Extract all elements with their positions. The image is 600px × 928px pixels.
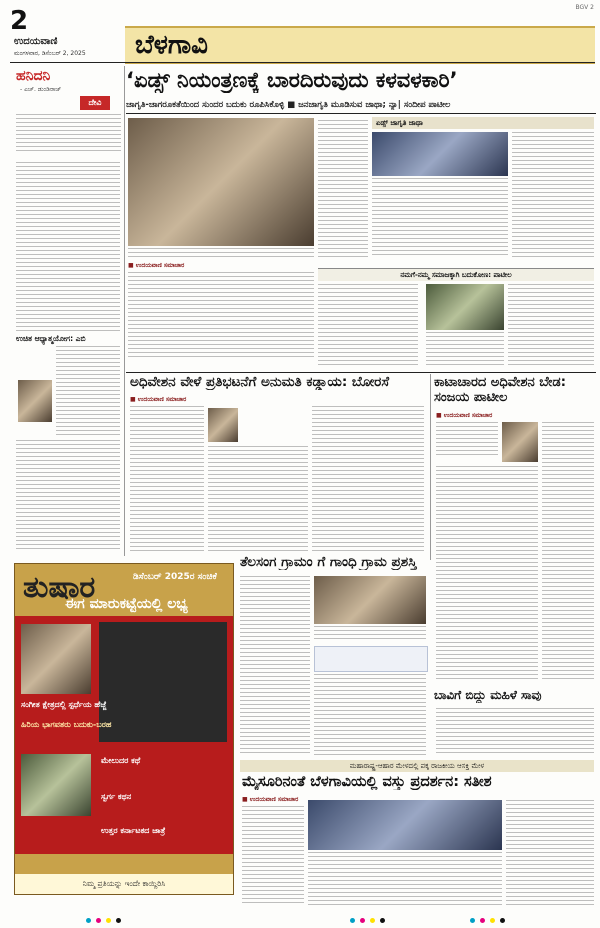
tushara-ad[interactable] xyxy=(14,563,234,895)
second-byline: ■ ಉದಯವಾಣಿ ಸಮಾಚಾರ xyxy=(130,396,187,403)
mid-strip-text xyxy=(318,284,418,366)
politician-photo xyxy=(502,422,538,462)
bottom-kicker: ಮಹಾರಾಷ್ಟ್ರ-ಆಹಾರ ಮೇಳದಲ್ಲಿ ಪಕ್ಕ ರಾಜಕೀಯ ಆಸಕ್ತಿ ಮೇಳ xyxy=(240,760,594,772)
bottom-headline: ಮೈಸೂರಿನಂತೆ ಬೆಳಗಾವಿಯಲ್ಲಿ ವಸ್ತು ಪ್ರದರ್ಶನ: ಸತೀಶ xyxy=(242,774,492,790)
bottom-text-2 xyxy=(308,852,502,906)
lead-photo xyxy=(128,118,314,246)
second-text-3 xyxy=(312,406,424,552)
ad-cover-panel xyxy=(15,616,233,854)
ad-footer: ನಿಮ್ಮ ಪ್ರತಿಯನ್ನು ಇಂದೇ ಕಾಯ್ದಿರಿಸಿ xyxy=(15,874,233,894)
ad-photo-2 xyxy=(21,754,91,816)
right-text-1 xyxy=(436,422,498,456)
mid-strip-text-3 xyxy=(508,284,594,366)
registration-marks-right xyxy=(470,918,530,924)
ad-item-1: ಸಂಗೀತ ಕ್ಷೇತ್ರದಲ್ಲಿ ಸ್ಪರ್ಧೆಯ ಹೆಜ್ಜೆ xyxy=(21,700,107,709)
column-author: - ಎಚ್. ಡುಂಡಿರಾಜ್ xyxy=(20,86,62,93)
ad-availability: ಈಗ ಮಾರುಕಟ್ಟೆಯಲ್ಲಿ ಲಭ್ಯ xyxy=(65,596,188,612)
ad-magazine-cover xyxy=(99,622,227,742)
mid-column-text xyxy=(318,120,368,260)
right-col-divider xyxy=(430,374,431,560)
ad-month: ಡಿಸೆಂಬರ್ 2025ರ ಸಂಚಿಕೆ xyxy=(133,572,217,582)
city-masthead xyxy=(125,26,595,64)
column-badge: ದೇವಿ xyxy=(80,96,110,110)
lead-rule xyxy=(126,113,596,114)
ad-item-5: ಉತ್ತರ ಕರ್ನಾಟಕದ ಜಾತ್ರೆ xyxy=(101,826,166,835)
brand-name: ಉದಯವಾಣಿ xyxy=(14,36,58,47)
right-box-photo xyxy=(372,132,508,176)
right-box-title: ಏಡ್ಸ್ ಜಾಗೃತಿ ಜಾಥಾ xyxy=(372,117,594,129)
well-text xyxy=(436,708,594,754)
gandhi-photo xyxy=(314,576,426,624)
right-box-text-2 xyxy=(512,132,594,260)
lead-photo-caption xyxy=(128,248,314,258)
column-body-text-3 xyxy=(16,440,120,552)
lead-byline: ■ ಉದಯವಾಣಿ ಸಮಾಚಾರ xyxy=(128,262,185,269)
gandhi-headline: ತೆಲಸಂಗ ಗ್ರಾಮಂ ಗೆ ಗಾಂಧಿ ಗ್ರಾಮ ಪ್ರಶಸ್ತಿ xyxy=(240,554,417,570)
column-divider xyxy=(124,66,125,556)
second-text-2 xyxy=(208,446,308,552)
well-headline: ಬಾವಿಗೆ ಬಿದ್ದು ಮಹಿಳೆ ಸಾವು xyxy=(434,688,542,702)
page-code: BGV 2 xyxy=(575,4,594,11)
ad-logo: ತುಷಾರ xyxy=(23,570,96,605)
ad-item-3: ಮೇಲುದರ ಕಥೆ xyxy=(101,756,141,765)
second-band-rule xyxy=(126,372,596,373)
header-rule xyxy=(10,62,595,63)
right-text-2 xyxy=(542,422,594,682)
gandhi-text-2 xyxy=(314,674,426,756)
bottom-photo xyxy=(308,800,502,850)
mid-strip-heading: ನಮಗೆ-ನಮ್ಮ ಸಮಾಜಕ್ಕಾಗಿ ಬದುಕೋಣ: ಪಾಟೀಲ xyxy=(318,268,594,281)
gandhi-quote-box xyxy=(314,646,428,672)
column-subheading: ಉಚಿತ ಆಧ್ಯಾತ್ಮಯೋಗ: ಎಬಿ xyxy=(16,334,86,343)
column-logo xyxy=(16,68,50,84)
bottom-text-3 xyxy=(506,800,594,906)
mid-strip-text-2 xyxy=(426,332,504,366)
registration-marks-mid xyxy=(350,918,410,924)
registration-marks-left xyxy=(86,918,146,924)
right-text-3 xyxy=(436,466,538,682)
lead-body-text xyxy=(128,272,314,360)
edition-date: ಮಂಗಳವಾರ, ಡಿಸೆಂಬರ್ 2, 2025 xyxy=(14,50,86,57)
lead-subhead: ಜಾಗೃತಿ-ಜಾಗರೂಕತೆಯಿಂದ ಸುಂದರ ಬದುಕು ರೂಪಿಸಿಕೊಳ್ಳಿ ■ ಜನಜಾಗೃತಿ ಮೂಡಿಸುವ ಜಾಥಾ; ನ್ಯಾ| ಸಂದೀಪ ಪಾಟೀಲ xyxy=(126,100,451,110)
mid-strip-photo xyxy=(426,284,504,330)
ad-item-2: ಹಿರಿಯ ಭಾಗವತರು ಬದುಕು-ಬರಹ xyxy=(21,720,112,729)
poem-text xyxy=(16,114,121,154)
second-headline: ಅಧಿವೇಶನ ವೇಳೆ ಪ್ರತಿಭಟನೆಗೆ ಅನುಮತಿ ಕಡ್ಡಾಯ: ಬೋರಸೆ xyxy=(130,374,390,390)
portrait-photo xyxy=(18,380,52,422)
right-byline: ■ ಉದಯವಾಣಿ ಸಮಾಚಾರ xyxy=(436,412,493,419)
gandhi-caption xyxy=(314,626,426,642)
right-headline: ಕಾಟಾಚಾರದ ಅಧಿವೇಶನ ಬೇಡ: ಸಂಜಯ ಪಾಟೀಲ xyxy=(434,375,566,405)
ad-item-4: ಸ್ವರ್ಗ ಕಥನ xyxy=(101,792,132,801)
ad-portrait-1 xyxy=(21,624,91,694)
column-body-text-2 xyxy=(56,346,120,436)
column-logo-text: ಹನಿದನಿ xyxy=(16,68,51,84)
second-text-1 xyxy=(130,406,204,552)
bottom-text-1 xyxy=(242,806,304,906)
officer-photo xyxy=(208,408,238,442)
page-number: 2 xyxy=(10,6,29,36)
gandhi-text-1 xyxy=(240,576,310,756)
column-body-text xyxy=(16,162,120,332)
lead-headline: ‘ಏಡ್ಸ್ ನಿಯಂತ್ರಣಕ್ಕೆ ಬಾರದಿರುವುದು ಕಳವಳಕಾರಿ’ xyxy=(126,68,458,92)
bottom-byline: ■ ಉದಯವಾಣಿ ಸಮಾಚಾರ xyxy=(242,796,299,803)
city-title: ಬೆಳಗಾವಿ xyxy=(135,30,208,60)
right-box-text xyxy=(372,178,508,258)
